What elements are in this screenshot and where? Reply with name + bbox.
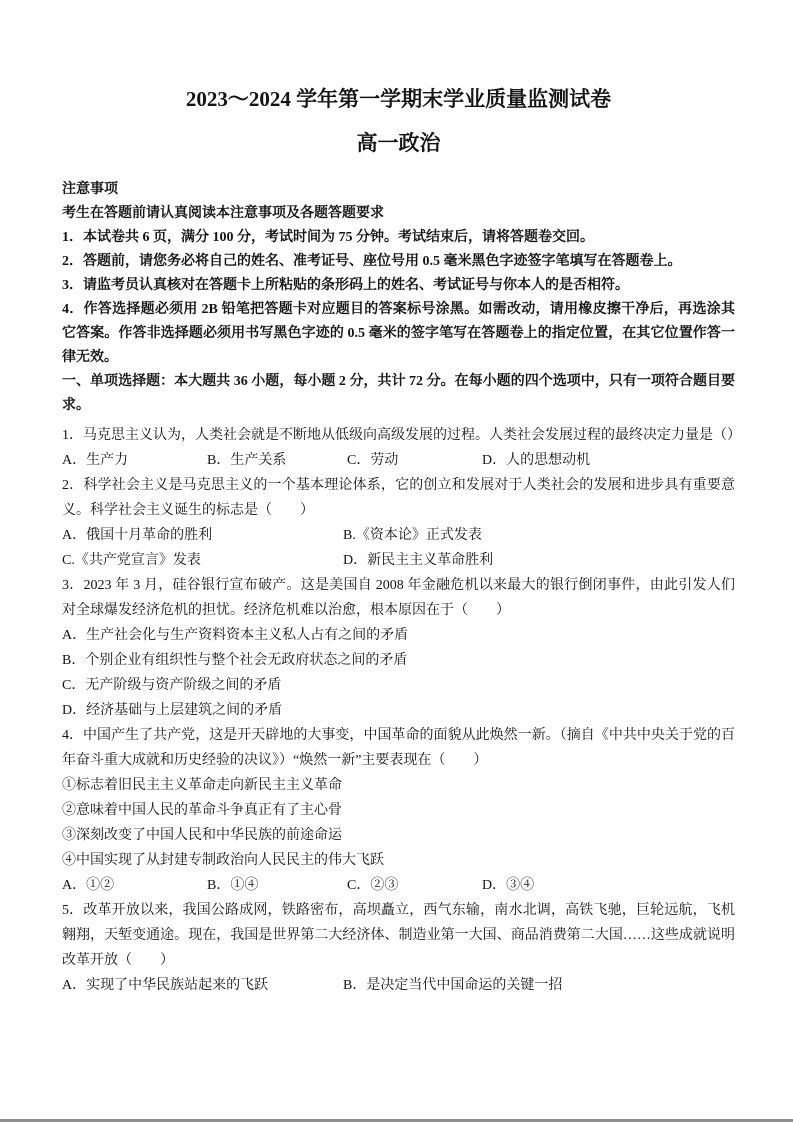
question-2-stem: 2．科学社会主义是马克思主义的一个基本理论体系，它的创立和发展对于人类社会的发展和进步具有重要意义。科学社会主义诞生的标志是（ ） [62, 478, 735, 518]
notice-item-4: 4．作答选择题必须用 2B 铅笔把答题卡对应题目的答案标号涂黑。如需改动，请用橡皮擦干净后，再选涂其它答案。作答非选择题必须用书写黑色字迹的 0.5 毫米的签字笔写在答题卷上的指定位置，在其它位置作答一律无效。 [62, 302, 735, 365]
exam-title: 2023～2024 学年第一学期末学业质量监测试卷 [185, 87, 612, 111]
question-3-option-d: D．经济基础与上层建筑之间的矛盾 [62, 703, 283, 718]
notice-item-1: 1．本试卷共 6 页，满分 100 分，考试时间为 75 分钟。考试结束后，请将答题卷交回。 [62, 230, 594, 245]
question-1-stem: 1．马克思主义认为，人类社会就是不断地从低级向高级发展的过程。人类社会发展过程的最终决定力量是（） [62, 428, 741, 443]
question-3 [62, 573, 735, 723]
question-2-option-c: C.《共产党宣言》发表 [62, 553, 201, 568]
question-4-option-c: C．②③ [347, 878, 399, 893]
question-4-statement-2: ②意味着中国人民的革命斗争真正有了主心骨 [62, 803, 342, 818]
question-5-option-b: B．是决定当代中国命运的关键一招 [343, 978, 563, 993]
question-5-stem: 5．改革开放以来，我国公路成网，铁路密布，高坝矗立，西气东输，南水北调，高铁飞驰，巨轮远航，飞机翱翔，天堑变通途。现在，我国是世界第二大经济体、制造业第一大国、商品消费第二大国……这些成就说明改革开放（ ） [62, 903, 735, 968]
question-3-stem: 3．2023 年 3 月，硅谷银行宣布破产。这是美国自 2008 年金融危机以来最大的银行倒闭事件，由此引发人们对全球爆发经济危机的担忧。经济危机难以治愈，根本原因在于（ ） [62, 578, 735, 618]
question-2-option-a: A．俄国十月革命的胜利 [62, 528, 213, 543]
question-3-option-b: B．个别企业有组织性与整个社会无政府状态之间的矛盾 [62, 653, 408, 668]
question-1-option-a: A．生产力 [62, 453, 129, 468]
question-2-option-b: B.《资本论》正式发表 [343, 528, 482, 543]
notice-section [62, 178, 735, 370]
question-4-statement-1: ①标志着旧民主主义革命走向新民主主义革命 [62, 778, 342, 793]
notice-intro: 考生在答题前请认真阅读本注意事项及各题答题要求 [62, 206, 384, 221]
notice-item-2: 2．答题前，请您务必将自己的姓名、准考证号、座位号用 0.5 毫米黑色字迹签字笔填写在答题卷上。 [62, 254, 682, 269]
question-5-option-a: A．实现了中华民族站起来的飞跃 [62, 978, 269, 993]
section-1-heading: 一、单项选择题：本大题共 36 小题，每小题 2 分，共计 72 分。在每小题的四个选项中，只有一项符合题目要求。 [62, 374, 735, 413]
question-5-options-row-1 [62, 973, 735, 998]
question-2-options-row-1 [62, 523, 735, 548]
question-3-option-a: A．生产社会化与生产资料资本主义私人占有之间的矛盾 [62, 628, 409, 643]
question-2-option-d: D．新民主主义革命胜利 [343, 553, 494, 568]
question-5 [62, 898, 735, 998]
question-1-options [62, 448, 735, 473]
question-list [62, 423, 741, 998]
question-2 [62, 473, 735, 573]
question-4-option-a: A．①② [62, 878, 115, 893]
question-4-statement-4: ④中国实现了从封建专制政治向人民民主的伟大飞跃 [62, 853, 384, 868]
question-2-options-row-2 [62, 548, 735, 573]
question-1-option-d: D．人的思想动机 [482, 453, 591, 468]
question-4-statement-3: ③深刻改变了中国人民和中华民族的前途命运 [62, 828, 342, 843]
notice-item-3: 3．请监考员认真核对在答题卡上所粘贴的条形码上的姓名、考试证号与你本人的是否相符。 [62, 278, 629, 293]
exam-subject-title: 高一政治 [356, 131, 441, 155]
notice-heading: 注意事项 [62, 182, 118, 197]
question-3-option-c: C．无产阶级与资产阶级之间的矛盾 [62, 678, 282, 693]
question-1 [62, 423, 741, 473]
question-4 [62, 723, 735, 898]
question-1-option-b: B．生产关系 [207, 453, 287, 468]
question-4-options [62, 873, 735, 898]
question-4-option-d: D．③④ [482, 878, 535, 893]
question-4-option-b: B．①④ [207, 878, 259, 893]
question-1-option-c: C．劳动 [347, 453, 399, 468]
question-4-stem: 4．中国产生了共产党，这是开天辟地的大事变，中国革命的面貌从此焕然一新。（摘自《中共中央关于党的百年奋斗重大成就和历史经验的决议》）“焕然一新”主要表现在（ ） [62, 728, 735, 768]
